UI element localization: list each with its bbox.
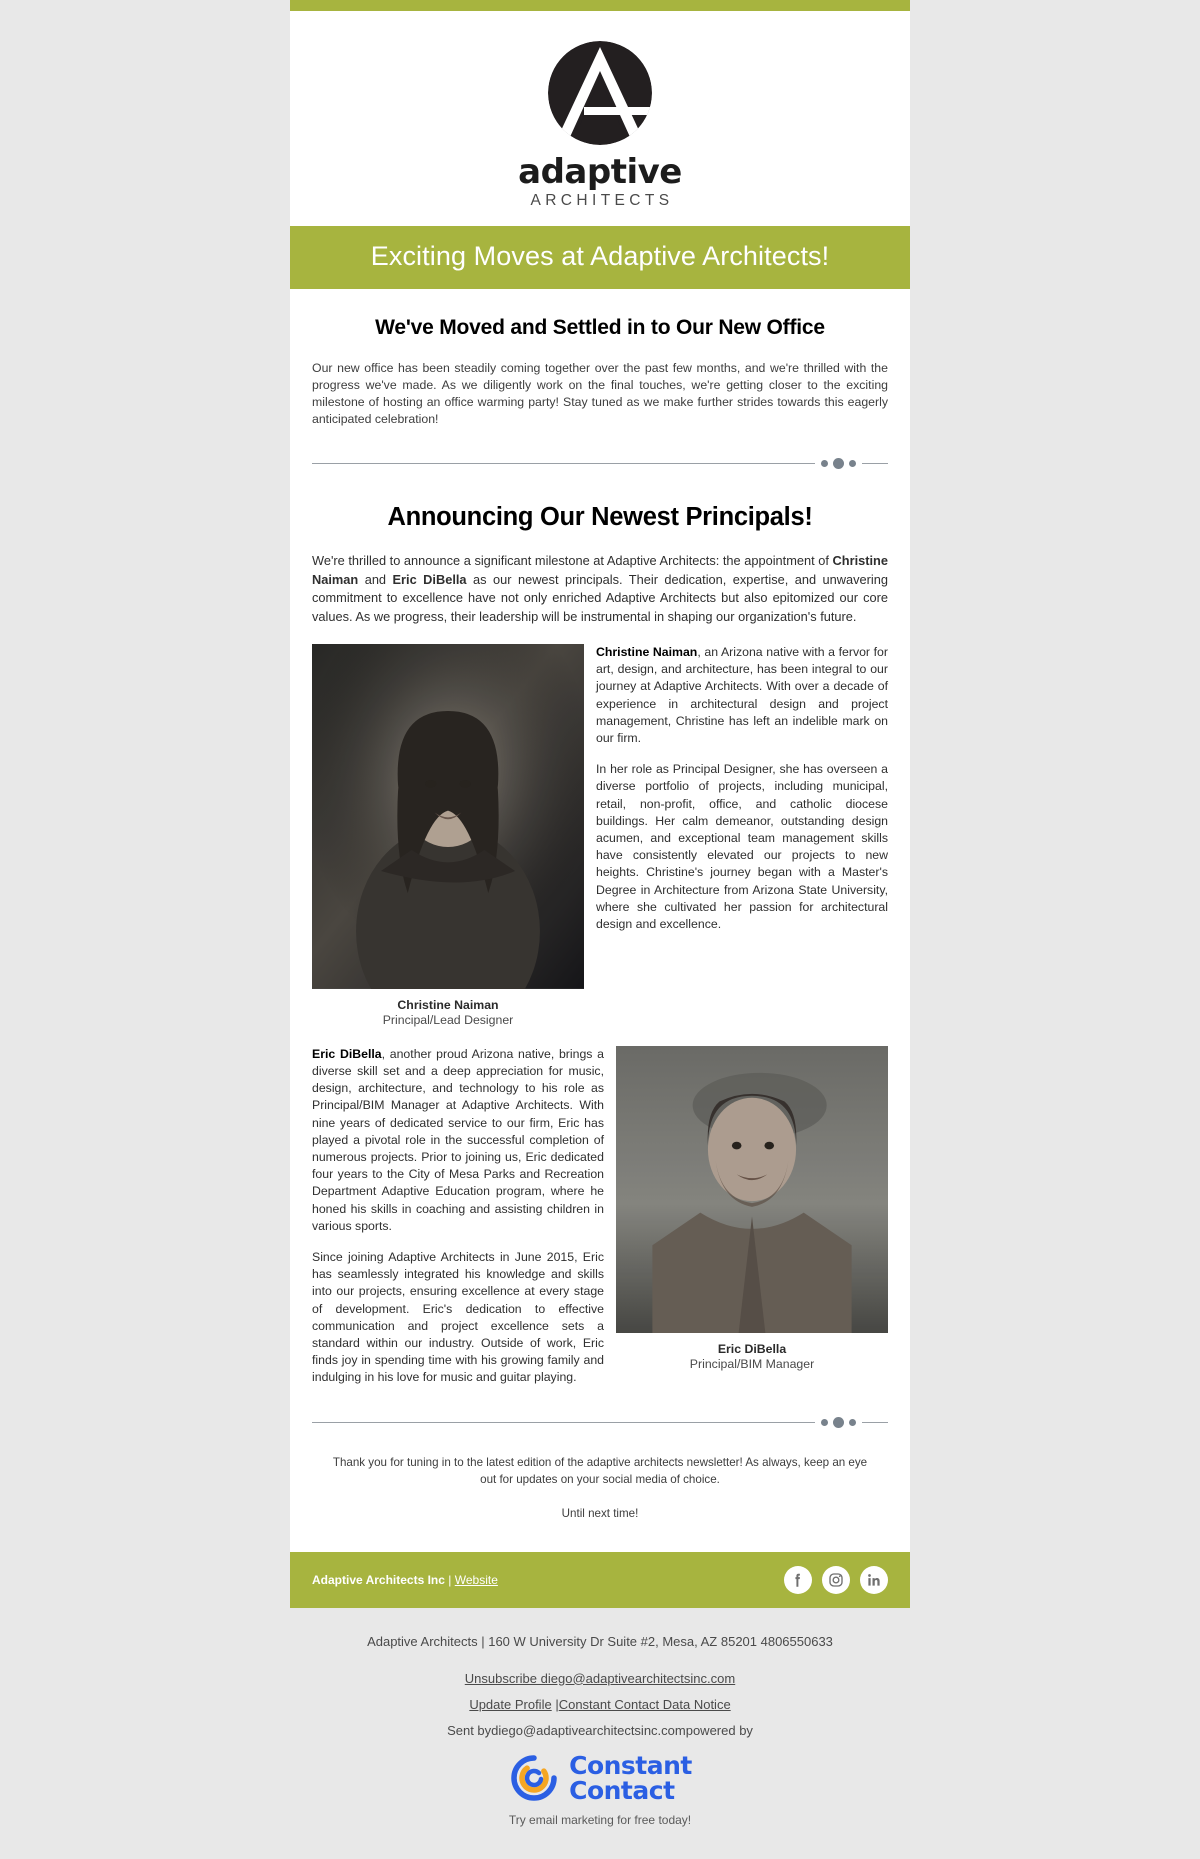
footer-green-bar — [290, 1552, 910, 1608]
moved-section-paragraph: Our new office has been steadily coming together over the past few months, and we're thrilled with the progress we've made. As we diligently work on the final touches, we're getting closer to the exciting milestone of hosting an office warming party! Stay tuned as we make further strides towards this eagerly anticipated celebration! — [312, 361, 888, 426]
section-divider-1 — [312, 458, 888, 469]
brand-logo-block — [290, 11, 910, 226]
eric-bio-paragraph-1 — [312, 1046, 604, 1235]
intro-text-part2: and — [358, 571, 393, 587]
christine-bio-text-1: , an Arizona native with a fervor for art, design, and architecture, has been integral to our journey at Adaptive Architects. With over a decade of experience in architectural design and project management, Christine has left an indelible mark on our firm. — [596, 645, 888, 746]
christine-bio-column — [596, 644, 888, 933]
christine-portrait-photo — [312, 644, 584, 989]
constant-contact-logo[interactable] — [20, 1752, 1180, 1804]
eric-bio-paragraph-2: Since joining Adaptive Architects in June 2015, Eric has seamlessly integrated his knowledge and skills into our projects, ensuring excellence at every stage of development. Eric's dedication to effective communication and project excellence sets a standard within our industry. Outside of work, Eric finds joy in spending time with his growing family and indulging in his love for music and guitar playing. — [312, 1250, 604, 1385]
christine-bio-paragraph-2: In her role as Principal Designer, she has overseen a diverse portfolio of projects, including municipal, retail, non-profit, office, and catholic diocese buildings. Her calm demeanor, outstanding design acumen, and exceptional team management skills have consistently elevated our projects to new heights. Christine's journey began with a Master's Degree in Architecture from Arizona State University, where she cultivated her passion for architectural design and excellence. — [596, 762, 888, 932]
update-profile-link[interactable]: Update Profile — [469, 1696, 552, 1712]
eric-bio-lead-name: Eric DiBella — [312, 1046, 382, 1061]
divider2-dot-small-right — [849, 1419, 856, 1426]
christine-caption-name: Christine Naiman — [397, 997, 499, 1012]
christine-bio-paragraph-1 — [596, 644, 888, 747]
intro-text-part3: as our newest principals. Their dedication, expertise, and unwavering commitment to excellence have not only enriched Adaptive Architects but also epitomized our core values. As we progress, their leadership will be instrumental in shaping our organization's future. — [312, 571, 888, 624]
eric-bio-text-1: , another proud Arizona native, brings a diverse skill set and a deep appreciation for music, design, architecture, and technology to his role as Principal/BIM Manager at Adaptive Architects. With nine years of dedicated service to our firm, Eric has played a pivotal role in the successful completion of numerous projects. Prior to joining us, Eric dedicated four years to the City of Mesa Parks and Recreation Department Adaptive Education program, where he honed his skills in coaching and assisting children in various sports. — [312, 1046, 604, 1233]
facebook-icon[interactable] — [784, 1566, 812, 1594]
christine-caption-role: Principal/Lead Designer — [382, 1012, 514, 1027]
footer-sent-by: Sent bydiego@adaptivearchitectsinc.compowered by — [447, 1722, 753, 1738]
divider2-dot-large — [833, 1417, 844, 1428]
closing-signoff: Until next time! — [561, 1506, 639, 1520]
intro-name-eric: Eric DiBella — [392, 571, 467, 587]
divider2-dots — [815, 1417, 862, 1428]
divider-line-right — [862, 463, 888, 464]
divider-dot-small-right — [849, 460, 856, 467]
eric-photo-caption — [616, 1342, 888, 1372]
principals-intro-paragraph — [312, 552, 888, 626]
constant-contact-swirl-icon — [508, 1752, 560, 1804]
footer-pipe: | — [551, 1696, 559, 1712]
instagram-icon[interactable] — [822, 1566, 850, 1594]
divider-dot-large — [833, 458, 844, 469]
headline-banner: Exciting Moves at Adaptive Architects! — [290, 226, 910, 289]
divider-dot-small-left — [821, 460, 828, 467]
section-divider-2 — [312, 1417, 888, 1428]
constant-contact-wordmark — [569, 1750, 692, 1805]
eric-bio-row — [312, 1046, 888, 1387]
logo-wordmark: adaptive — [518, 152, 682, 192]
data-notice-link[interactable]: Constant Contact Data Notice — [558, 1696, 731, 1712]
constant-contact-footer — [0, 1608, 1200, 1857]
closing-paragraph: Thank you for tuning in to the latest edition of the adaptive architects newsletter! As always, keep an eye out for updates on your social media of choice. — [332, 1455, 868, 1486]
divider2-line-left — [312, 1422, 815, 1423]
footer-profile-row — [20, 1697, 1180, 1712]
unsubscribe-link[interactable]: Unsubscribe diego@adaptivearchitectsinc.com — [464, 1670, 736, 1686]
eric-photo-column — [604, 1046, 888, 1372]
adaptive-a-logo-icon — [540, 33, 660, 153]
eric-portrait-photo — [616, 1046, 888, 1333]
footer-org-line — [312, 1573, 498, 1587]
eric-bio-column — [312, 1046, 604, 1387]
christine-photo-caption — [312, 998, 584, 1028]
footer-separator: | — [444, 1572, 455, 1587]
intro-name-christine: Christine Naiman — [312, 553, 888, 587]
principals-section-heading: Announcing Our Newest Principals! — [387, 503, 813, 531]
cc-word-constant: Constant — [569, 1750, 692, 1780]
eric-caption-role: Principal/BIM Manager — [689, 1357, 815, 1372]
footer-unsubscribe-row — [20, 1671, 1180, 1686]
linkedin-icon[interactable] — [860, 1566, 888, 1594]
divider2-line-right — [862, 1422, 888, 1423]
footer-postal-address: Adaptive Architects | 160 W University Dr Suite #2, Mesa, AZ 85201 4806550633 — [367, 1633, 833, 1649]
christine-photo-column — [312, 644, 596, 1028]
moved-section-heading: We've Moved and Settled in to Our New Office — [375, 316, 825, 339]
footer-social-links — [784, 1566, 888, 1594]
divider-dots — [815, 458, 862, 469]
christine-bio-lead-name: Christine Naiman — [596, 645, 698, 659]
footer-org-name: Adaptive Architects Inc — [312, 1572, 445, 1587]
constant-contact-tagline[interactable]: Try email marketing for free today! — [508, 1812, 692, 1827]
cc-word-contact: Contact — [569, 1775, 675, 1805]
divider-line-left — [312, 463, 815, 464]
intro-text-part1: We're thrilled to announce a significant milestone at Adaptive Architects: the appointment of — [312, 553, 833, 568]
email-body — [290, 0, 910, 1608]
eric-caption-name: Eric DiBella — [717, 1342, 787, 1357]
christine-bio-row — [312, 644, 888, 1028]
footer-website-link[interactable]: Website — [454, 1572, 498, 1587]
logo-subtitle: ARCHITECTS — [530, 192, 674, 209]
divider2-dot-small-left — [821, 1419, 828, 1426]
